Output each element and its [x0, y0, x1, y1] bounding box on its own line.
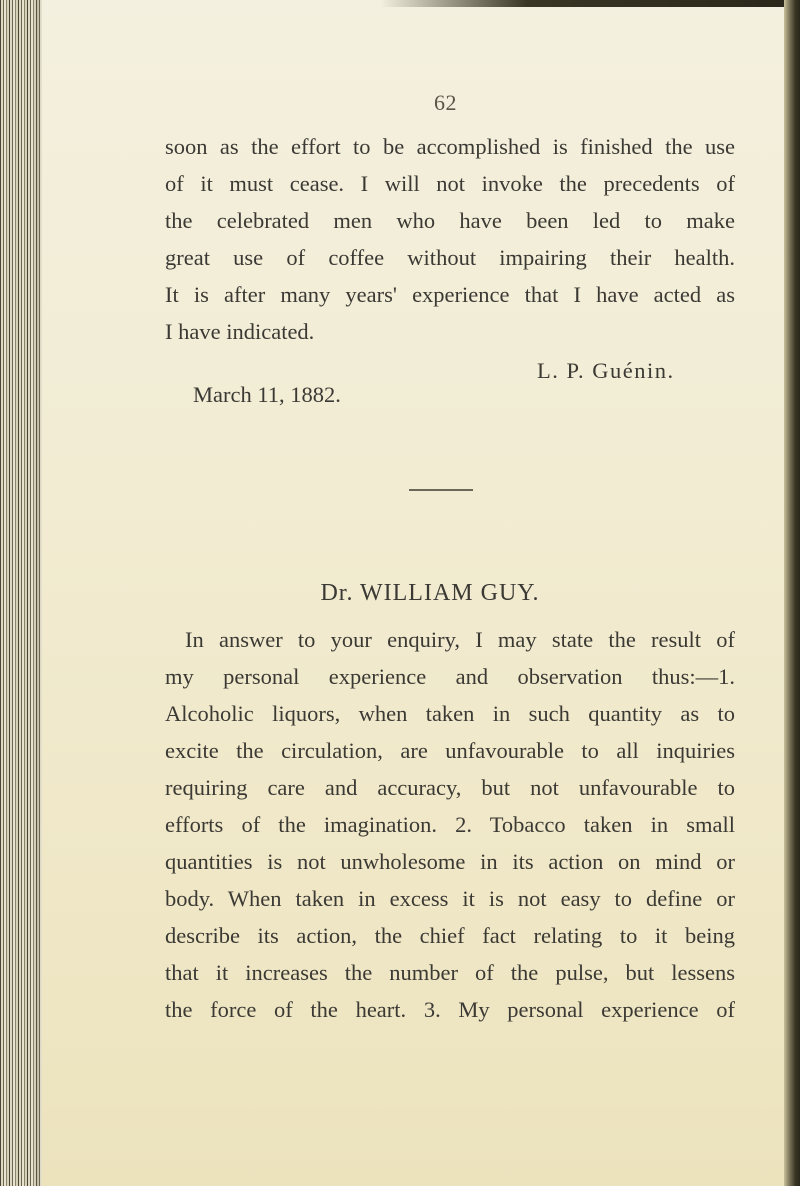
- section-heading: Dr. WILLIAM GUY.: [320, 580, 540, 606]
- paragraph-line: the force of the heart. 3. My personal experience of: [165, 997, 735, 1022]
- paragraph-line: requiring care and accuracy, but not unfavourable to: [165, 775, 735, 800]
- paragraph-line: I have indicated.: [165, 319, 315, 344]
- paragraph-line: efforts of the imagination. 2. Tobacco taken in small: [165, 812, 735, 837]
- page-number: 62: [434, 90, 457, 115]
- paragraph-line: great use of coffee without impairing their health.: [165, 245, 735, 270]
- paragraph-line: quantities is not unwholesome in its action on mind or: [165, 849, 735, 874]
- author-signature: L. P. Guénin.: [537, 358, 675, 383]
- paragraph-line: soon as the effort to be accomplished is finished the use: [165, 134, 735, 159]
- body-paragraph: [165, 621, 735, 1028]
- paragraph-line: describe its action, the chief fact relating to it being: [165, 923, 735, 948]
- section-divider: [409, 489, 473, 491]
- top-paragraph: [165, 128, 735, 350]
- paragraph-line: my personal experience and observation thus:—1.: [165, 664, 735, 689]
- paragraph-line: the celebrated men who have been led to make: [165, 208, 735, 233]
- paragraph-line: excite the circulation, are unfavourable to all inquiries: [165, 738, 735, 763]
- paragraph-line: It is after many years' experience that I have acted as: [165, 282, 735, 307]
- paragraph-line: Alcoholic liquors, when taken in such quantity as to: [165, 701, 735, 726]
- paragraph-line: In answer to your enquiry, I may state the result of: [185, 627, 735, 652]
- paragraph-line: body. When taken in excess it is not easy to define or: [165, 886, 735, 911]
- paragraph-line: of it must cease. I will not invoke the precedents of: [165, 171, 735, 196]
- letter-date: March 11, 1882.: [193, 382, 341, 407]
- paragraph-line: that it increases the number of the pulse, but lessens: [165, 960, 735, 985]
- page-top-shadow: [380, 0, 800, 7]
